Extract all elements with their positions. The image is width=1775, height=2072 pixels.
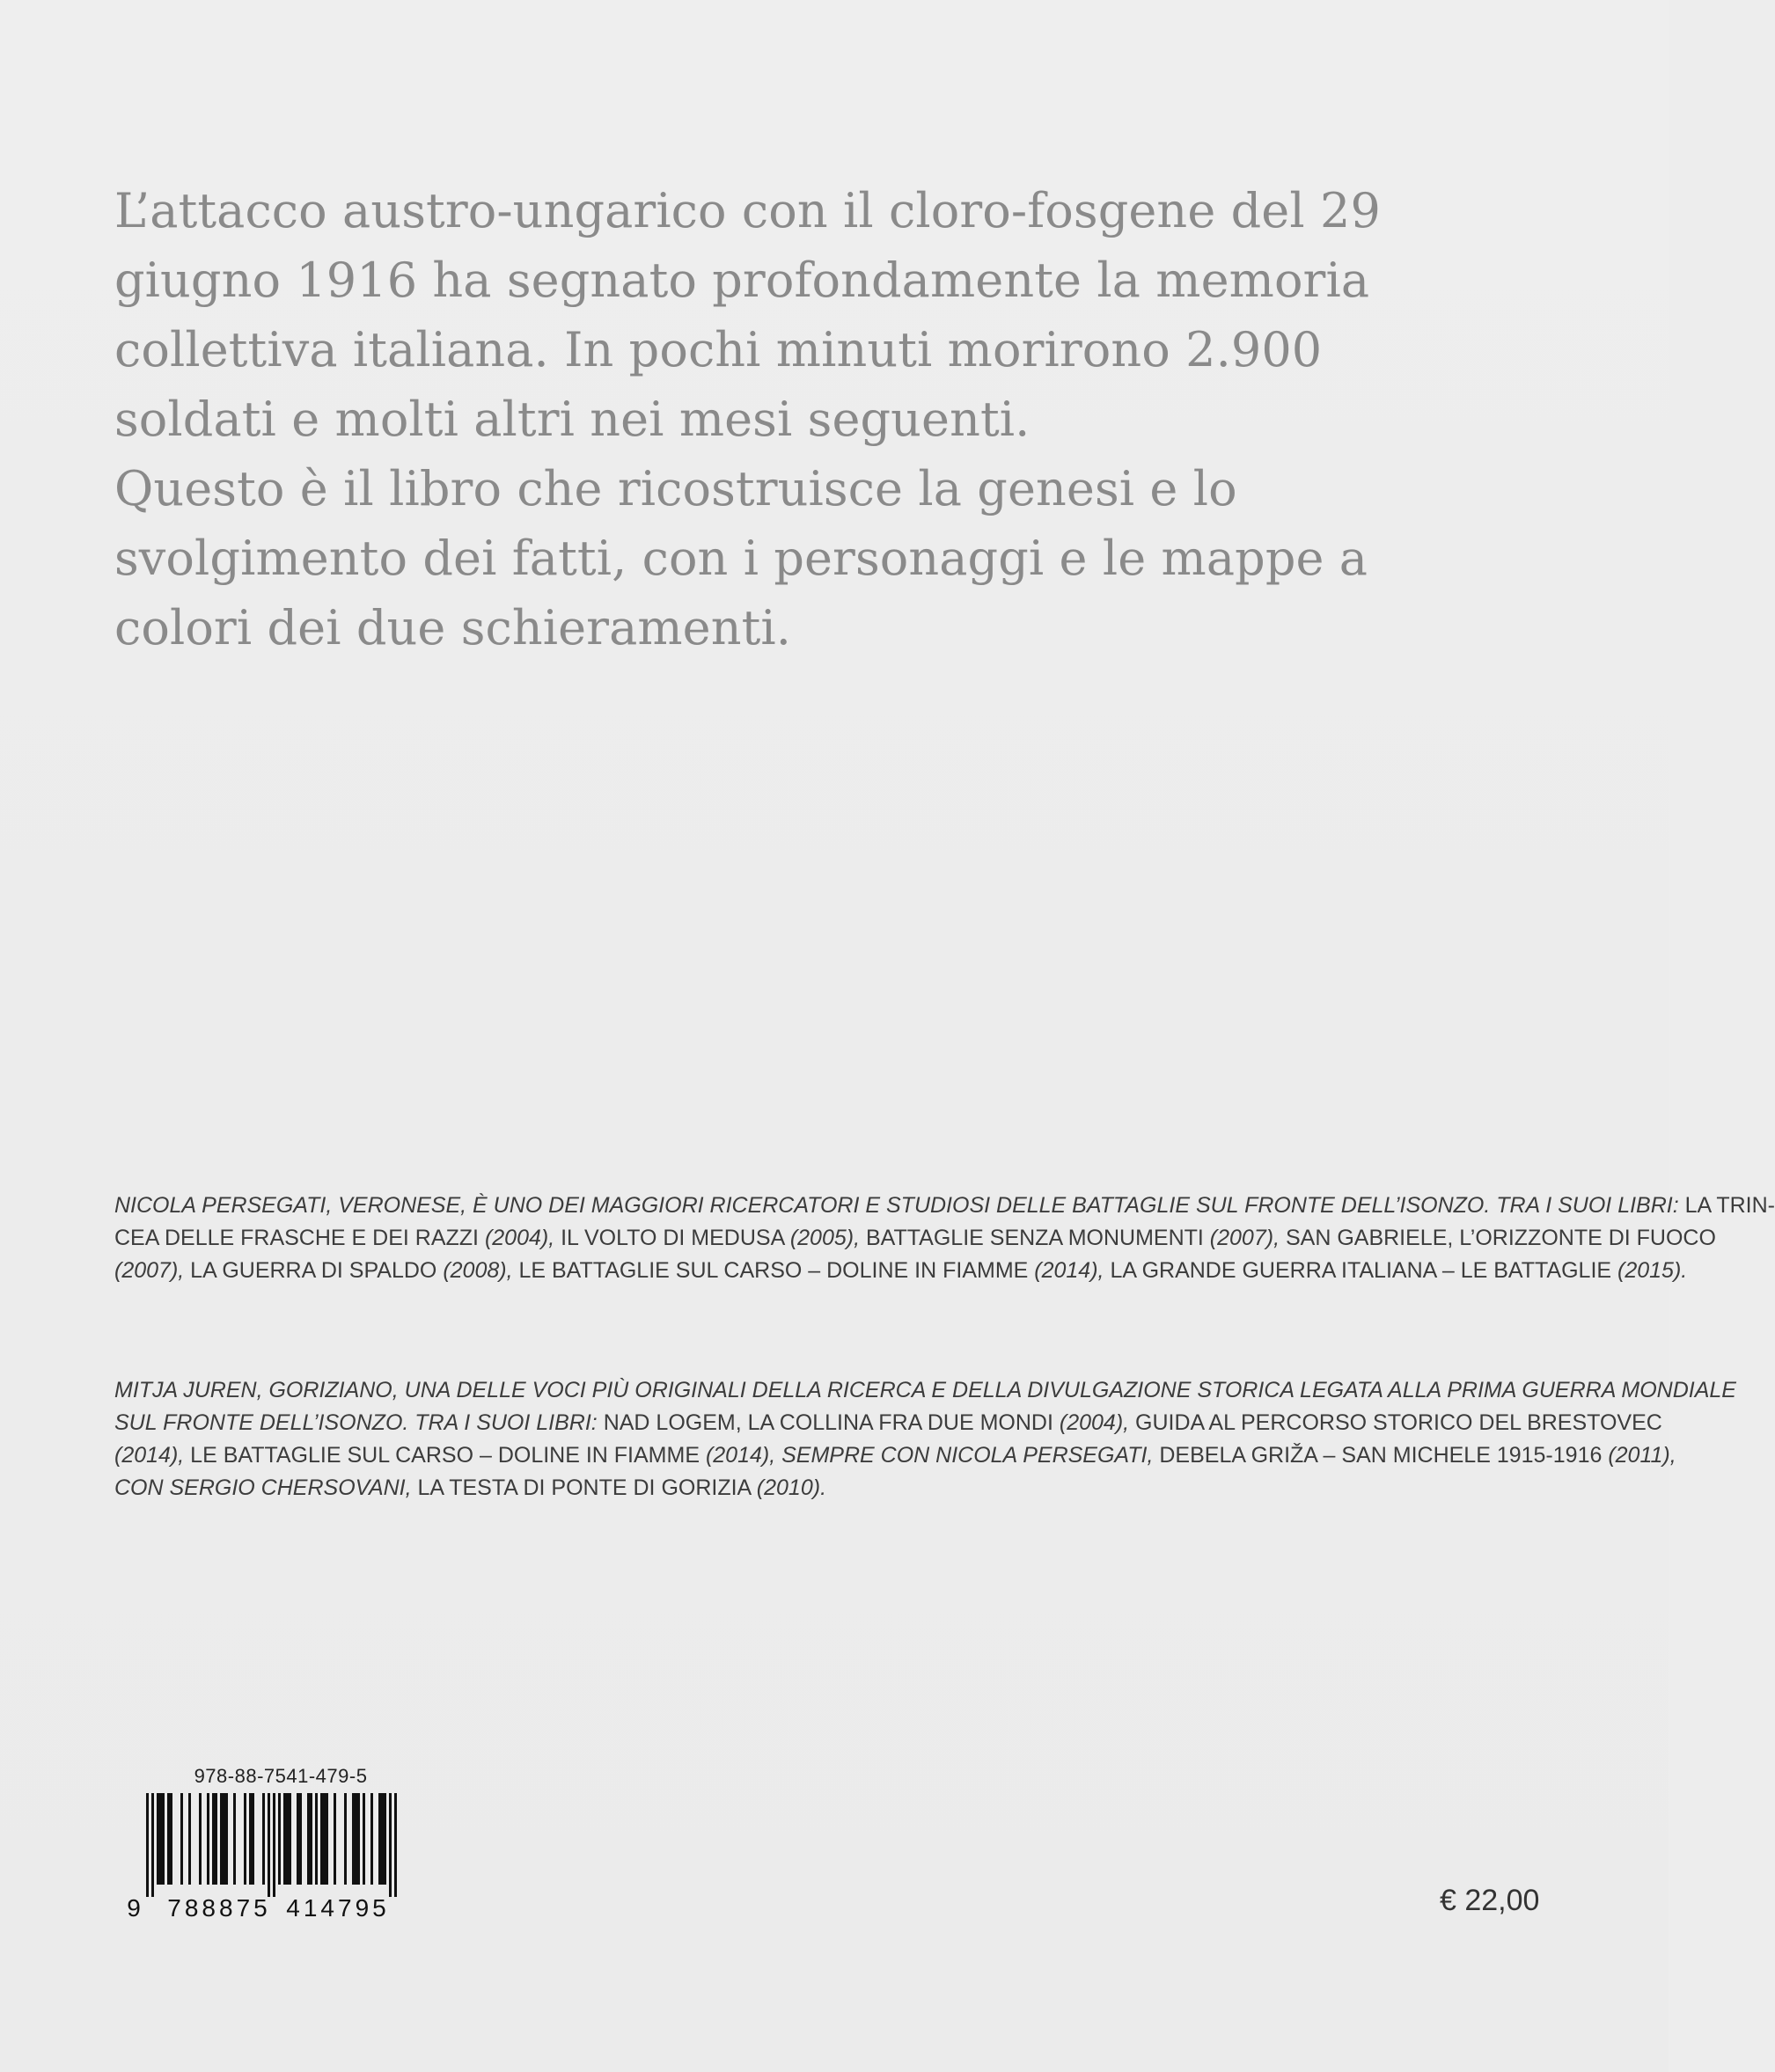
barcode-icon: [127, 1793, 408, 1922]
book-title: CEA DELLE FRASCHE E DEI RAZZI: [114, 1226, 485, 1250]
barcode-right-digits: 414795: [286, 1894, 390, 1922]
barcode-bar: [188, 1793, 191, 1885]
barcode-bar: [180, 1793, 183, 1885]
book-year: (2008),: [443, 1258, 519, 1283]
barcode-bar: [244, 1793, 246, 1885]
barcode-bar: [326, 1793, 328, 1885]
price-label: € 22,00: [1440, 1884, 1540, 1917]
book-year: (2014),: [1034, 1258, 1111, 1283]
blurb-line: L’attacco austro-ungarico con il cloro-fosgene del 29: [114, 183, 1381, 238]
book-year: (2011),: [1608, 1443, 1676, 1468]
barcode-bar: [299, 1793, 302, 1885]
barcode-bar: [212, 1793, 215, 1885]
book-title: IL VOLTO DI MEDUSA: [561, 1226, 790, 1250]
blurb-line: colori dei due schieramenti.: [114, 600, 792, 655]
barcode-bar: [233, 1793, 236, 1885]
book-year: (2007),: [114, 1258, 191, 1283]
bio-text: MITJA JUREN, GORIZIANO, UNA DELLE VOCI PIÙ ORIGINALI DELLA RICERCA E DELLA DIVULGAZIONE STORICA LEGATA ALLA PRIMA GUERRA MONDIALE: [114, 1378, 1736, 1402]
barcode-bar: [370, 1793, 373, 1885]
barcode-bar: [378, 1793, 381, 1885]
barcode-bar: [394, 1793, 397, 1897]
author-bio-juren: [114, 1374, 1736, 1505]
barcode-bar: [315, 1793, 318, 1885]
barcode-bar: [249, 1793, 252, 1885]
barcode-bar: [289, 1793, 291, 1885]
book-title: SAN GABRIELE, L’ORIZZONTE DI FUOCO: [1285, 1226, 1716, 1250]
barcode-bar: [310, 1793, 312, 1885]
barcode-bar: [355, 1793, 357, 1885]
book-year: (2014), SEMPRE CON NICOLA PERSEGATI,: [705, 1443, 1160, 1468]
barcode-bar: [283, 1793, 286, 1885]
book-title: BATTAGLIE SENZA MONUMENTI: [866, 1226, 1210, 1250]
barcode-bar: [352, 1793, 355, 1885]
barcode-bar: [307, 1793, 310, 1885]
isbn-barcode: [127, 1765, 408, 1923]
barcode-bar: [167, 1793, 170, 1885]
barcode-bar: [159, 1793, 162, 1885]
bio-line: [114, 1374, 1736, 1407]
barcode-bar: [225, 1793, 228, 1885]
barcode-bar: [151, 1793, 154, 1897]
isbn-number: 978-88-7541-479-5: [194, 1765, 368, 1787]
barcode-bar: [146, 1793, 149, 1897]
bio-line: [114, 1190, 1775, 1222]
book-year: (2010).: [756, 1475, 827, 1500]
book-year: (2007),: [1209, 1226, 1286, 1250]
bio-line: [114, 1407, 1662, 1439]
bio-text: SUL FRONTE DELL’ISONZO. TRA I SUOI LIBRI:: [114, 1410, 604, 1435]
book-title: LA TESTA DI PONTE DI GORIZIA: [417, 1475, 757, 1500]
blurb-paragraph: [114, 176, 1575, 663]
barcode-bar: [384, 1793, 386, 1885]
book-title: LA GRANDE GUERRA ITALIANA – LE BATTAGLIE: [1110, 1258, 1618, 1283]
blurb-line: svolgimento dei fatti, con i personaggi e le mappe a: [114, 531, 1368, 586]
author-bio-persegati: [114, 1190, 1775, 1287]
barcode-bar: [357, 1793, 360, 1885]
barcode-bar: [286, 1793, 289, 1885]
book-title: LA GUERRA DI SPALDO: [190, 1258, 444, 1283]
book-title: GUIDA AL PERCORSO STORICO DEL BRESTOVEC: [1135, 1410, 1662, 1435]
barcode-bar: [381, 1793, 384, 1885]
barcode-bar: [334, 1793, 336, 1885]
barcode-bar: [162, 1793, 165, 1885]
barcode-bar: [268, 1793, 270, 1897]
barcode-bar: [278, 1793, 281, 1885]
blurb-line: soldati e molti altri nei mesi seguenti.: [114, 392, 1031, 447]
book-title: NAD LOGEM, LA COLLINA FRA DUE MONDI: [603, 1410, 1060, 1435]
barcode-bar: [273, 1793, 275, 1897]
barcode-bar: [220, 1793, 223, 1885]
barcode-bar: [170, 1793, 172, 1885]
book-year: (2005),: [789, 1226, 866, 1250]
book-year: (2014),: [114, 1443, 191, 1468]
blurb-line: Questo è il libro che ricostruisce la genesi e lo: [114, 461, 1237, 516]
barcode-bar: [252, 1793, 254, 1885]
book-title: LE BATTAGLIE SUL CARSO – DOLINE IN FIAMME: [518, 1258, 1035, 1283]
blurb-line: collettiva italiana. In pochi minuti morirono 2.900: [114, 322, 1323, 377]
barcode-bar: [363, 1793, 365, 1885]
barcode-bar: [262, 1793, 265, 1885]
bio-line: [114, 1255, 1688, 1287]
book-title: LE BATTAGLIE SUL CARSO – DOLINE IN FIAMME: [190, 1443, 706, 1468]
book-title: LA TRIN-: [1684, 1193, 1775, 1218]
barcode-bar: [157, 1793, 159, 1885]
blurb-line: giugno 1916 ha segnato profondamente la memoria: [114, 253, 1370, 308]
barcode-left-digits: 788875: [167, 1894, 271, 1922]
book-year: (2004),: [484, 1226, 561, 1250]
bio-line: [114, 1439, 1676, 1472]
barcode-bar: [344, 1793, 347, 1885]
book-title: DEBELA GRIŽA – SAN MICHELE 1915-1916: [1159, 1443, 1609, 1468]
bio-text: NICOLA PERSEGATI, VERONESE, È UNO DEI MAGGIORI RICERCATORI E STUDIOSI DELLE BATTAGLIE SUL FRONTE DELL’ISONZO. TRA I SUOI LIBRI:: [114, 1193, 1685, 1218]
book-year: (2015).: [1617, 1258, 1688, 1283]
book-year: (2004),: [1059, 1410, 1136, 1435]
bio-line: [114, 1222, 1716, 1255]
barcode-bar: [199, 1793, 202, 1885]
barcode-bar: [223, 1793, 225, 1885]
barcode-bar: [320, 1793, 323, 1885]
barcode-bar: [207, 1793, 209, 1885]
barcode-lead-digit: 9: [127, 1894, 141, 1922]
bio-text: CON SERGIO CHERSOVANI,: [114, 1475, 418, 1500]
barcode-bar: [389, 1793, 392, 1897]
barcode-bar: [297, 1793, 299, 1885]
barcode-bar: [215, 1793, 217, 1885]
bio-line: [114, 1472, 1558, 1505]
barcode-bar: [323, 1793, 326, 1885]
